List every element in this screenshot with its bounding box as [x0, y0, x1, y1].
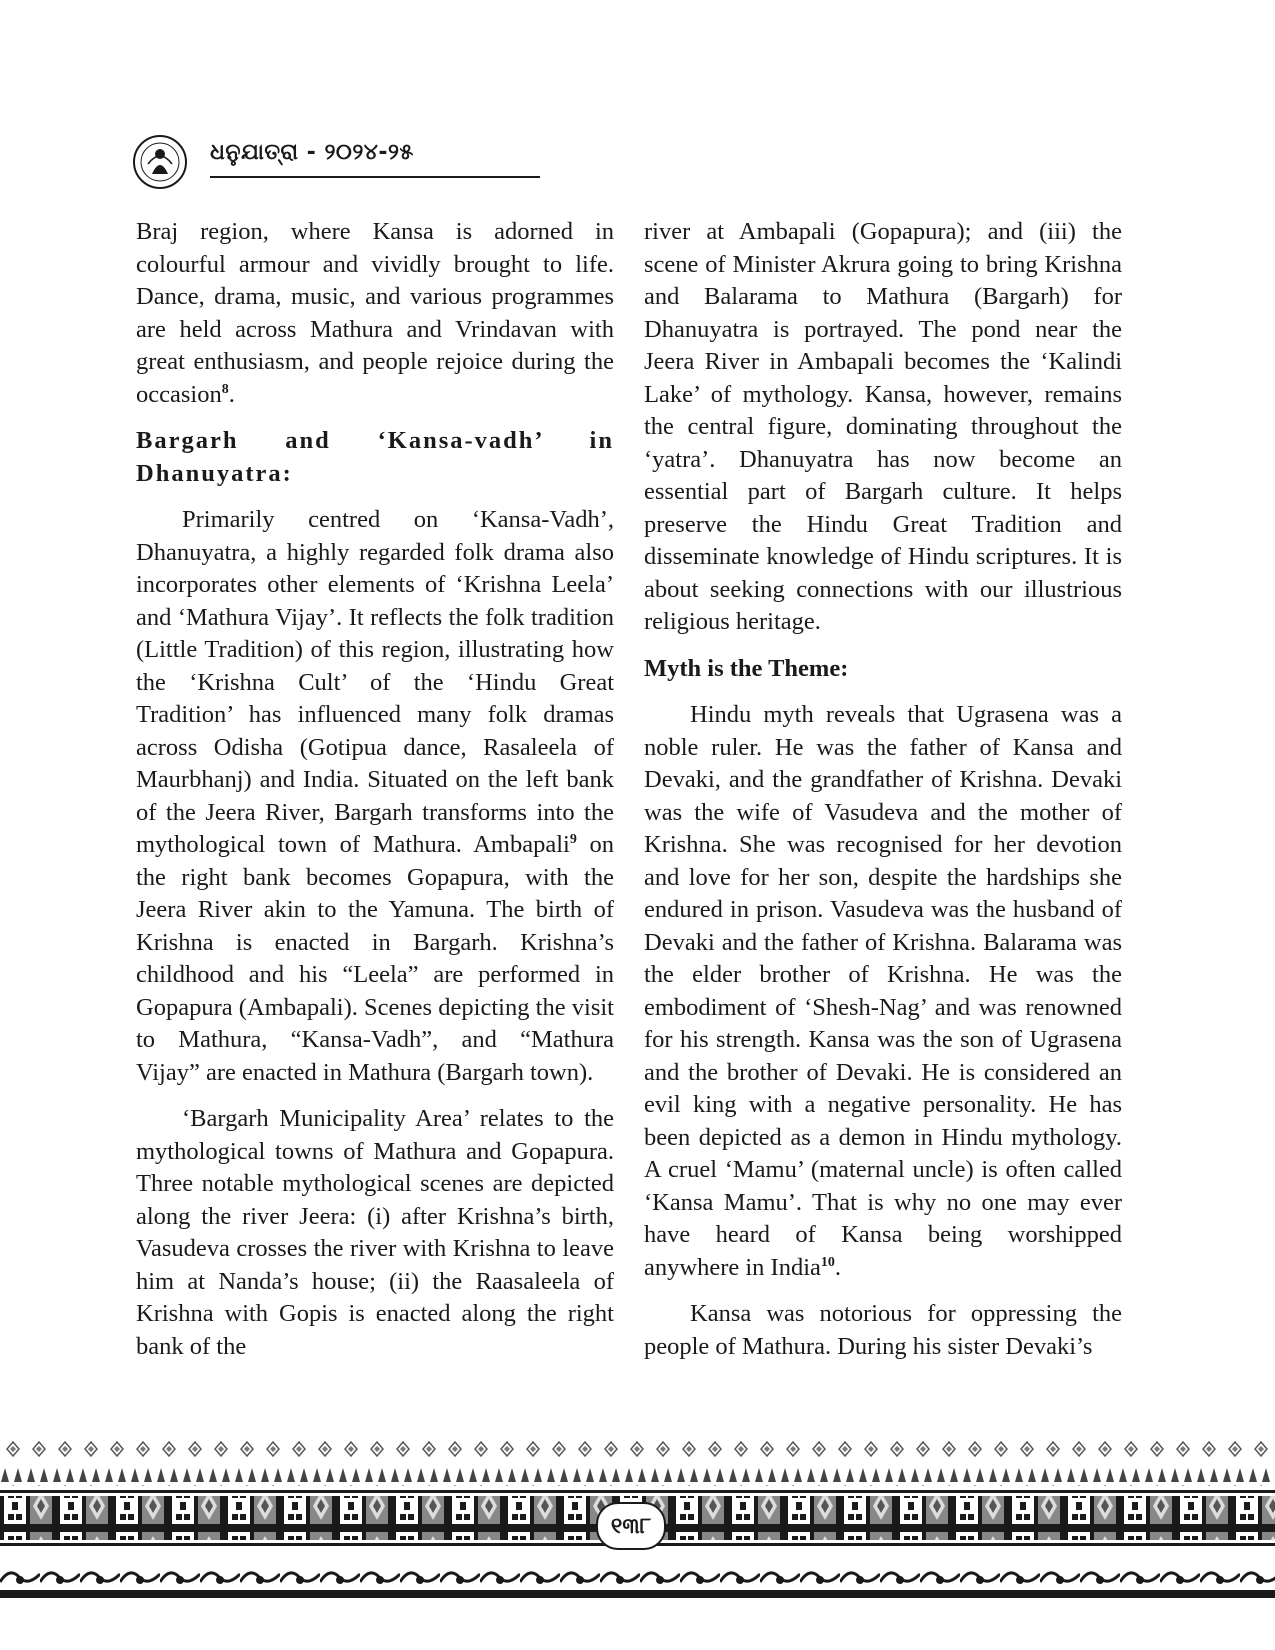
footnote-ref: 9 [569, 831, 577, 847]
paragraph: Kansa was notorious for oppressing the people of Mathura. During his sister Devaki’s [644, 1300, 1122, 1360]
footnote-ref: 10 [820, 1254, 835, 1270]
journal-title: ଧନୁଯାତ୍ରା - ୨୦୨୪-୨୫ [210, 140, 414, 165]
paragraph: Braj region, where Kansa is adorned in colourful armour and vividly brought to life. Dance, drama, music, and various programmes are held across Mathura and Vrindavan with great enthusiasm, and people rejoice during the occasion$^8$. [136, 218, 614, 408]
left-column [136, 216, 614, 1377]
header-underline [210, 176, 540, 178]
emblem-logo-icon [132, 134, 188, 190]
paragraph: river at Ambapali (Gopapura); and (iii) the scene of Minister Akrura going to bring Krishna and Balarama to Mathura (Bargarh) for Dhanuyatra is portrayed. The pond near the Jeera River in Ambapali becomes the ‘Kalindi Lake’ of mythology. Kansa, however, remains the central figure, dominating throughout the ‘yatra’. Dhanuyatra has now become an essential part of Bargarh culture. It helps preserve the Hindu Great Tradition and disseminate knowledge of Hindu scriptures. It is about seeking connections with our illustrious religious heritage. [644, 218, 1122, 635]
page-number: ୧୩୮ [596, 1502, 666, 1550]
paragraph: Hindu myth reveals that Ugrasena was a noble ruler. He was the father of Kansa and Devaki, and the grandfather of Krishna. Devaki was the wife of Vasudeva and the mother of Krishna. She was recognised for her devotion and love for her son, despite the hardships she endured in prison. Vasudeva was the husband of Devaki and the father of Krishna. Balarama was the elder brother of Krishna. He was the embodiment of ‘Shesh-Nag’ and was renowned for his strength. Kansa was the son of Ugrasena and the brother of Devaki. He is considered an evil king with a negative personality. He has been depicted as a demon in Hindu mythology. A cruel ‘Mamu’ (maternal uncle) is often called ‘Kansa Mamu’. That is why no one may ever have heard of Kansa being worshipped anywhere in India$^{10}$. [644, 701, 1122, 1281]
section-heading: Myth is the Theme: [644, 654, 849, 682]
footnote-ref: 8 [221, 381, 229, 397]
section-heading: Bargarh and ‘Kansa-vadh’ in Dhanuyatra: [136, 427, 614, 487]
page-header [132, 132, 432, 192]
paragraph: Primarily centred on ‘Kansa-Vadh’, Dhanuyatra, a highly regarded folk drama also incorporates other elements of ‘Krishna Leela’ and ‘Mathura Vijay’. It reflects the folk tradition (Little Tradition) of this region, illustrating how the ‘Krishna Cult’ of the ‘Hindu Great Tradition’ has influenced many folk dramas across Odisha (Gotipua dance, Rasaleela of Maurbhanj) and India. Situated on the left bank of the Jeera River, Bargarh transforms into the mythological town of Mathura. Ambapali$^9$ on the right bank becomes Gopapura, with the Jeera River akin to the Yamuna. The birth of Krishna is enacted in Bargarh. Krishna’s childhood and his “Leela” are performed in Gopapura (Ambapali). Scenes depicting the visit to Mathura, “Kansa-Vadh”, and “Mathura Vijay” are enacted in Mathura (Bargarh town). [136, 506, 615, 1086]
paragraph: ‘Bargarh Municipality Area’ relates to the mythological towns of Mathura and Gopapura. Three notable mythological scenes are depicted along the river Jeera: (i) after Krishna’s birth, Vasudeva crosses the river with Krishna to leave him at Nanda’s house; (ii) the Raasaleela of Krishna with Gopis is enacted along the right bank of the [136, 1105, 614, 1360]
right-column [644, 216, 1122, 1377]
